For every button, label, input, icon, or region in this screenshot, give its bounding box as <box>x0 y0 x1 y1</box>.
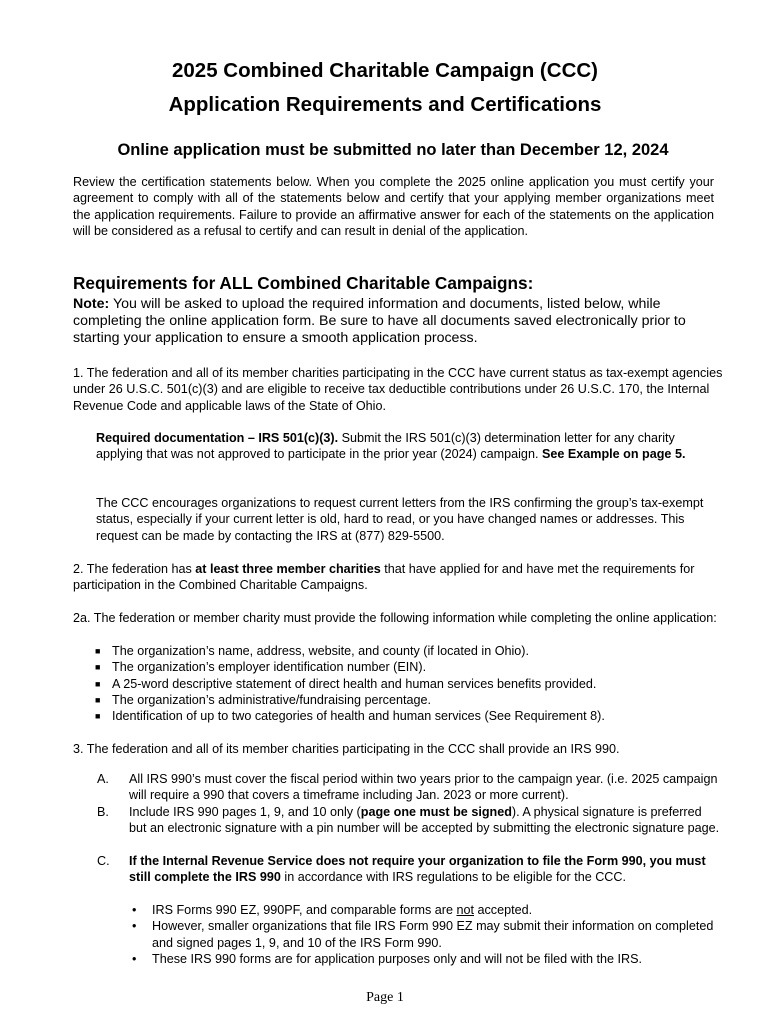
deadline-notice: Online application must be submitted no later than December 12, 2024 <box>117 141 669 159</box>
list-item: ■ Identification of up to two categories of health and human services (See Requirement 8). <box>95 709 605 724</box>
item-text: Include IRS 990 pages 1, 9, and 10 only (page one must be signed). A physical signature is preferred but an electronic signature with a pin number will be accepted by submitting the electronic signature page. <box>129 805 720 836</box>
page-number: Page 1 <box>366 990 404 1005</box>
requirement-3b <box>97 804 722 837</box>
item-letter: C. <box>97 854 110 868</box>
bullet-dot-icon: • <box>132 919 137 934</box>
section-heading: Requirements for ALL Combined Charitable Campaigns: <box>73 273 534 293</box>
requirement-3c-list <box>130 902 720 967</box>
req2-post: that have applied for and have met the requirements for participation in the Combined Charitable Campaigns. <box>73 562 695 593</box>
list-item: • However, smaller organizations that file IRS Form 990 EZ may submit their information on completed and signed pages 1, 9, and 10 of the IRS Form 990. <box>132 919 714 950</box>
bullet-square-icon: ■ <box>95 694 101 705</box>
bullet-square-icon: ■ <box>95 662 101 673</box>
doc-label: Required documentation – IRS 501(c)(3). <box>96 431 339 445</box>
req2-bold: at least three member charities <box>195 562 381 576</box>
bullet-dot-icon: • <box>132 903 137 917</box>
item-text: All IRS 990’s must cover the fiscal period within two years prior to the campaign year. (i.e. 2025 campaign will require a 990 that covers a timeframe including Jan. 2023 or more current). <box>129 772 718 803</box>
doc-see-example: See Example on page 5. <box>541 447 686 462</box>
requirement-1-documentation <box>96 430 721 463</box>
bullet-dot-icon: • <box>132 951 137 966</box>
item-letter: A. <box>97 772 109 786</box>
requirement-2a: 2a. The federation or member charity must provide the following information while completing the online application: <box>73 611 717 625</box>
note-label: Note: <box>73 296 110 312</box>
intro-paragraph: Review the certification statements below. When you complete the 2025 online application you must certify your agreement to comply with all of the statements below and certify that your applying member organizations meet the application requirements. Failure to provide an affirmative answer for each of the statements on the application will be considered as a refusal to certify and can result in denial of the application. <box>73 175 714 238</box>
item-text: If the Internal Revenue Service does not require your organization to file the Form 990, you must still complete the IRS 990 in accordance with IRS regulations to be eligible for the CCC. <box>129 854 706 885</box>
list-item: • IRS Forms 990 EZ, 990PF, and comparable forms are not accepted. <box>132 903 533 917</box>
list-item: ■ The organization’s employer identification number (EIN). <box>95 660 427 675</box>
doc-text: Submit the IRS 501(c)(3) determination letter for any charity applying that was not approved to participate in the prior year (2024) campaign. <box>96 431 675 462</box>
requirement-3c <box>97 853 722 886</box>
requirement-2a-list <box>95 643 605 724</box>
requirement-2 <box>73 561 723 594</box>
req2-pre: 2. The federation has <box>73 562 196 576</box>
note-paragraph <box>73 296 723 348</box>
list-item: ■ The organization’s administrative/fundraising percentage. <box>95 692 431 707</box>
list-item: • These IRS 990 forms are for application purposes only and will not be filed with the IRS. <box>132 951 643 966</box>
list-item: ■ The organization’s name, address, website, and county (if located in Ohio). <box>95 644 529 658</box>
requirement-3a <box>97 771 722 804</box>
bullet-square-icon: ■ <box>95 678 101 689</box>
page-subtitle: Application Requirements and Certifications <box>168 93 602 116</box>
page-title: 2025 Combined Charitable Campaign (CCC) <box>171 59 598 82</box>
bullet-square-icon: ■ <box>95 711 101 722</box>
list-item: ■ A 25-word descriptive statement of direct health and human services benefits provided. <box>95 676 597 691</box>
requirement-1-encourage: The CCC encourages organizations to request current letters from the IRS confirming the group’s tax-exempt status, especially if your current letter is old, hard to read, or you have changed names or addresses. This request can be made by contacting the IRS at (877) 829-5500. <box>96 496 704 543</box>
item-letter: B. <box>97 805 109 819</box>
requirement-3: 3. The federation and all of its member charities participating in the CCC shall provide an IRS 990. <box>73 742 620 756</box>
note-text: You will be asked to upload the required information and documents, listed below, while completing the online application form. Be sure to have all documents saved electronically prior to starting your application to ensure a smooth application process. <box>73 296 686 347</box>
bullet-square-icon: ■ <box>95 646 101 656</box>
requirement-1: 1. The federation and all of its member charities participating in the CCC have current status as tax-exempt agencies under 26 U.S.C. 501(c)(3) and are eligible to receive tax deductible contributions under 26 U.S.C. 170, the Internal Revenue Code and applicable laws of the State of Ohio. <box>73 366 723 413</box>
